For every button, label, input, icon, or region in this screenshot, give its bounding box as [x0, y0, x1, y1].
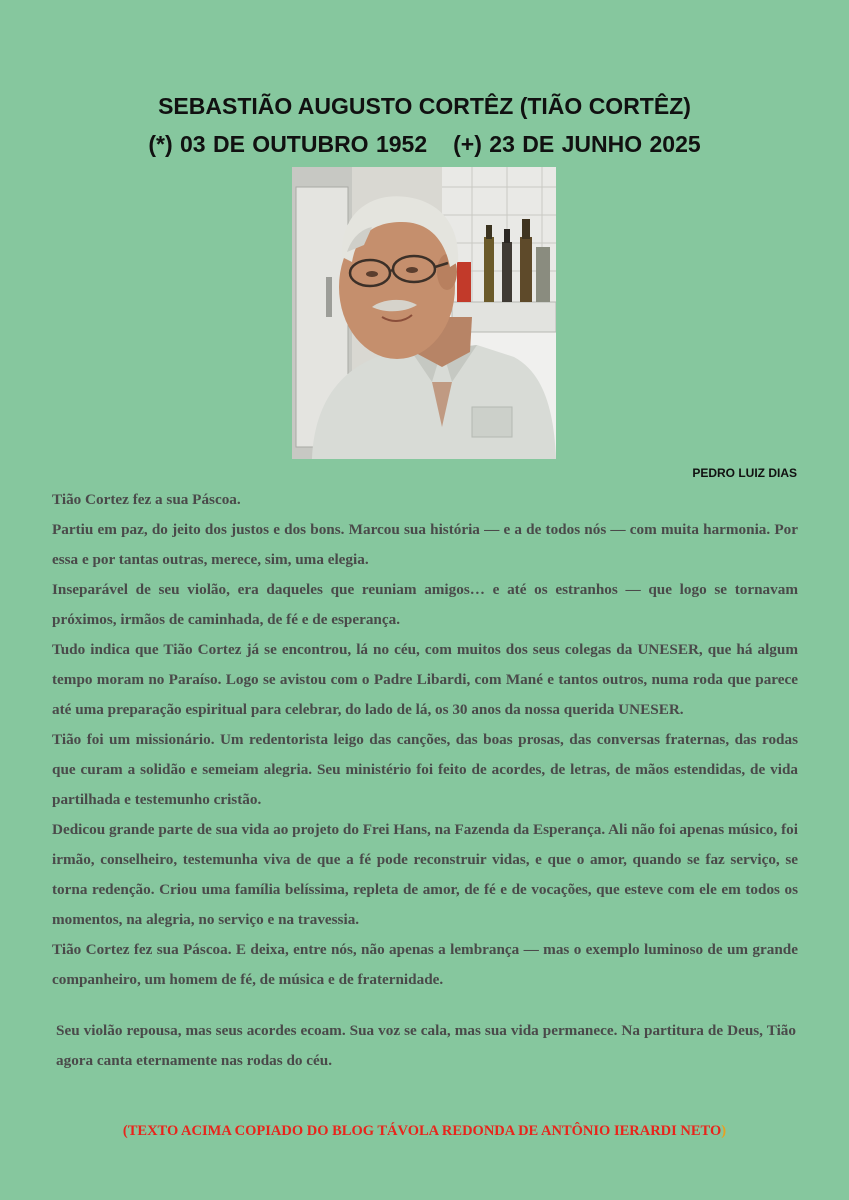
source-credit-text: (TEXTO ACIMA COPIADO DO BLOG TÁVOLA REDONDA DE ANTÔNIO IERARDI NETO	[122, 1123, 722, 1139]
source-credit-close: )	[721, 1123, 727, 1139]
memorial-text	[52, 485, 798, 995]
paragraph: Tião foi um missionário. Um redentorista leigo das canções, das boas prosas, das conversas fraternas, das rodas que curam a solidão e semeiam alegria. Seu ministério foi feito de acordes, de letras, de mãos estendidas, de vida partilhada e testemunho cristão.	[52, 731, 798, 808]
memorial-dates	[0, 133, 849, 156]
source-credit	[0, 1123, 849, 1140]
paragraph: Dedicou grande parte de sua vida ao projeto do Frei Hans, na Fazenda da Esperança. Ali não foi apenas músico, foi irmão, conselheiro, testemunha viva de que a fé pode reconstruir vidas, e que o amor, quando se faz serviço, se torna redenção. Criou uma família belíssima, repleta de amor, de fé e de vocações, que esteve com ele em todos os momentos, na alegria, no serviço e na travessia.	[52, 821, 798, 928]
paragraph: Partiu em paz, do jeito dos justos e dos bons. Marcou sua história — e a de todos nós — com muita harmonia. Por essa e por tantas outras, merece, sim, uma elegia.	[52, 521, 798, 568]
paragraph: Tião Cortez fez sua Páscoa. E deixa, entre nós, não apenas a lembrança — mas o exemplo luminoso de um grande companheiro, um homem de fé, de música e de fraternidade.	[52, 941, 798, 988]
paragraph: Tudo indica que Tião Cortez já se encontrou, lá no céu, com muitos dos seus colegas da UNESER, que há algum tempo moram no Paraíso. Logo se avistou com o Padre Libardi, com Mané e tantos outros, numa roda que parece até uma preparação espiritual para celebrar, do lado de lá, os 30 anos da nossa querida UNESER.	[52, 641, 798, 718]
portrait-photo	[292, 167, 556, 459]
death-date: (+) 23 DE JUNHO 2025	[453, 131, 701, 157]
closing-paragraph: Seu violão repousa, mas seus acordes ecoam. Sua voz se cala, mas sua vida permanece. Na partitura de Deus, Tião agora canta eternamente nas rodas do céu.	[56, 1022, 796, 1069]
author-name: PEDRO LUIZ DIAS	[692, 466, 797, 480]
paragraph: Inseparável de seu violão, era daqueles que reuniam amigos… e até os estranhos — que logo se tornavam próximos, irmãos de caminhada, de fé e de esperança.	[52, 581, 798, 628]
birth-date: (*) 03 DE OUTUBRO 1952	[148, 131, 428, 157]
memorial-name-title: SEBASTIÃO AUGUSTO CORTÊZ (TIÃO CORTÊZ)	[158, 93, 691, 119]
paragraph: Tião Cortez fez a sua Páscoa.	[52, 491, 241, 508]
